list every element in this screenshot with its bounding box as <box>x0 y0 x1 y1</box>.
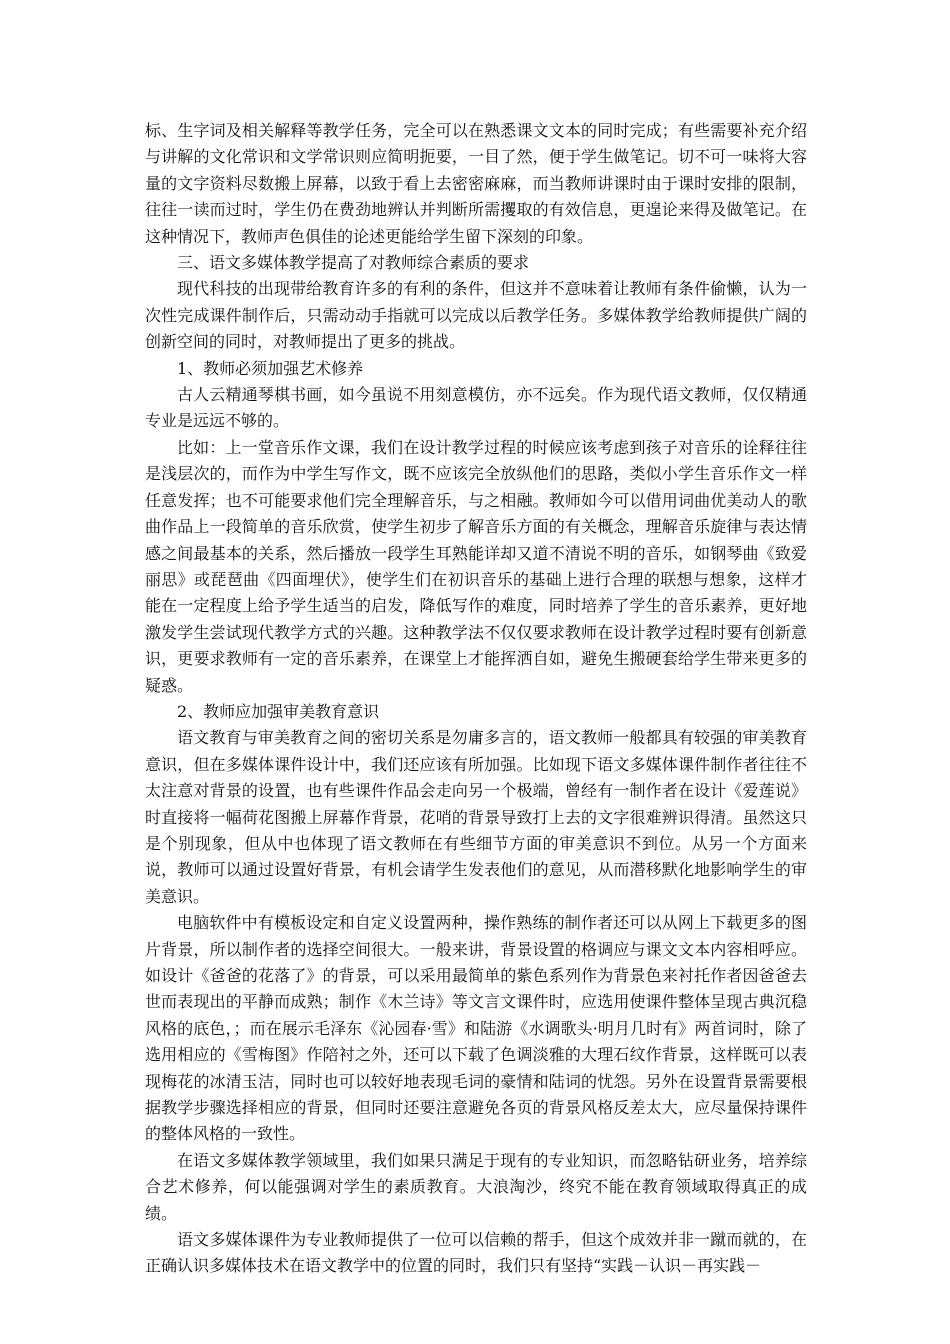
paragraph: 语文教育与审美教育之间的密切关系是勿庸多言的，语文教师一般都具有较强的审美教育意识，但在多媒体课件设计中，我们还应该有所加强。比如现下语文多媒体课件制作者往往不太注意对背景的设置，也有些课件作品会走向另一个极端，曾经有一制作者在设计《爱莲说》时直接将一幅荷花图搬上屏幕作背景，花哨的背景导致打上去的文字很难辨识得清。虽然这只是个别现象，但从中也体现了语文教师在有些细节方面的审美意识不到位。从另一个方面来说，教师可以通过设置好背景，有机会请学生发表他们的意见，从而潜移默化地影响学生的审美意识。 <box>145 728 807 906</box>
document-body <box>145 118 807 1280</box>
paragraph-continuation: 标、生字词及相关解释等教学任务，完全可以在熟悉课文文本的同时完成；有些需要补充介绍与讲解的文化常识和文学常识则应简明扼要，一目了然，便于学生做笔记。切不可一味将大容量的文字资料尽数搬上屏幕，以致于看上去密密麻麻，而当教师讲课时由于课时安排的限制，往往一读而过时，学生仍在费劲地辨认并判断所需攫取的有效信息，更遑论来得及做笔记。在这种情况下，教师声色俱佳的论述更能给学生留下深刻的印象。 <box>145 121 807 246</box>
paragraph: 语文多媒体课件为专业教师提供了一位可以信赖的帮手，但这个成效并非一蹴而就的，在正确认识多媒体技术在语文教学中的位置的同时，我们只有坚持“实践－认识－再实践－ <box>145 1230 807 1276</box>
paragraph: 在语文多媒体教学领域里，我们如果只满足于现有的专业知识，而忽略钻研业务，培养综合艺术修养，何以能强调对学生的素质教育。大浪淘沙，终究不能在教育领域取得真正的成绩。 <box>145 1150 807 1223</box>
paragraph: 电脑软件中有模板设定和自定义设置两种，操作熟练的制作者还可以从网上下载更多的图片背景，所以制作者的选择空间很大。一般来讲，背景设置的格调应与课文文本内容相呼应。如设计《爸爸的花落了》的背景，可以采用最简单的紫色系列作为背景色来衬托作者因爸爸去世而表现出的平静而成熟；制作《木兰诗》等文言文课件时，应选用使课件整体呈现古典沉稳风格的底色，；而在展示毛泽东《沁园春·雪》和陆游《水调歌头·明月几时有》两首词时，除了选用相应的《雪梅图》作陪衬之外，还可以下载了色调淡雅的大理石纹作背景，这样既可以表现梅花的冰清玉洁，同时也可以较好地表现毛词的豪情和陆词的忧怨。另外在设置背景需要根据教学步骤选择相应的背景，但同时还要注意避免各页的背景风格反差太大，应尽量保持课件的整体风格的一致性。 <box>145 913 807 1144</box>
paragraph: 比如：上一堂音乐作文课，我们在设计教学过程的时候应该考虑到孩子对音乐的诠释往往是浅层次的，而作为中学生写作文，既不应该完全放纵他们的思路，类似小学生音乐作文一样任意发挥；也不可能要求他们完全理解音乐，与之相融。教师如今可以借用词曲优美动人的歌曲作品上一段简单的音乐欣赏，使学生初步了解音乐方面的有关概念，理解音乐旋律与表达情感之间最基本的关系，然后播放一段学生耳熟能详却又道不清说不明的音乐，如钢琴曲《致爱丽思》或琵琶曲《四面埋伏》，使学生们在初识音乐的基础上进行合理的联想与想象，这样才能在一定程度上给予学生适当的启发，降低写作的难度，同时培养了学生的音乐素养，更好地激发学生尝试现代教学方式的兴趣。这种教学法不仅仅要求教师在设计教学过程时要有创新意识，更要求教师有一定的音乐素养，在课堂上才能挥洒自如，避免生搬硬套给学生带来更多的疑惑。 <box>145 437 807 695</box>
paragraph: 古人云精通琴棋书画，如今虽说不用刻意模仿，亦不远矣。作为现代语文教师，仅仅精通专业是远远不够的。 <box>145 385 807 431</box>
subheading-1: 1、教师必须加强艺术修养 <box>177 358 364 378</box>
section-heading-3: 三、语文多媒体教学提高了对教师综合素质的要求 <box>177 253 530 273</box>
subheading-2: 2、教师应加强审美教育意识 <box>177 701 380 721</box>
paragraph: 现代科技的出现带给教育许多的有利的条件，但这并不意味着让教师有条件偷懒，认为一次性完成课件制作后，只需动动手指就可以完成以后教学任务。多媒体教学给教师提供广阔的创新空间的同时，对教师提出了更多的挑战。 <box>145 279 807 352</box>
